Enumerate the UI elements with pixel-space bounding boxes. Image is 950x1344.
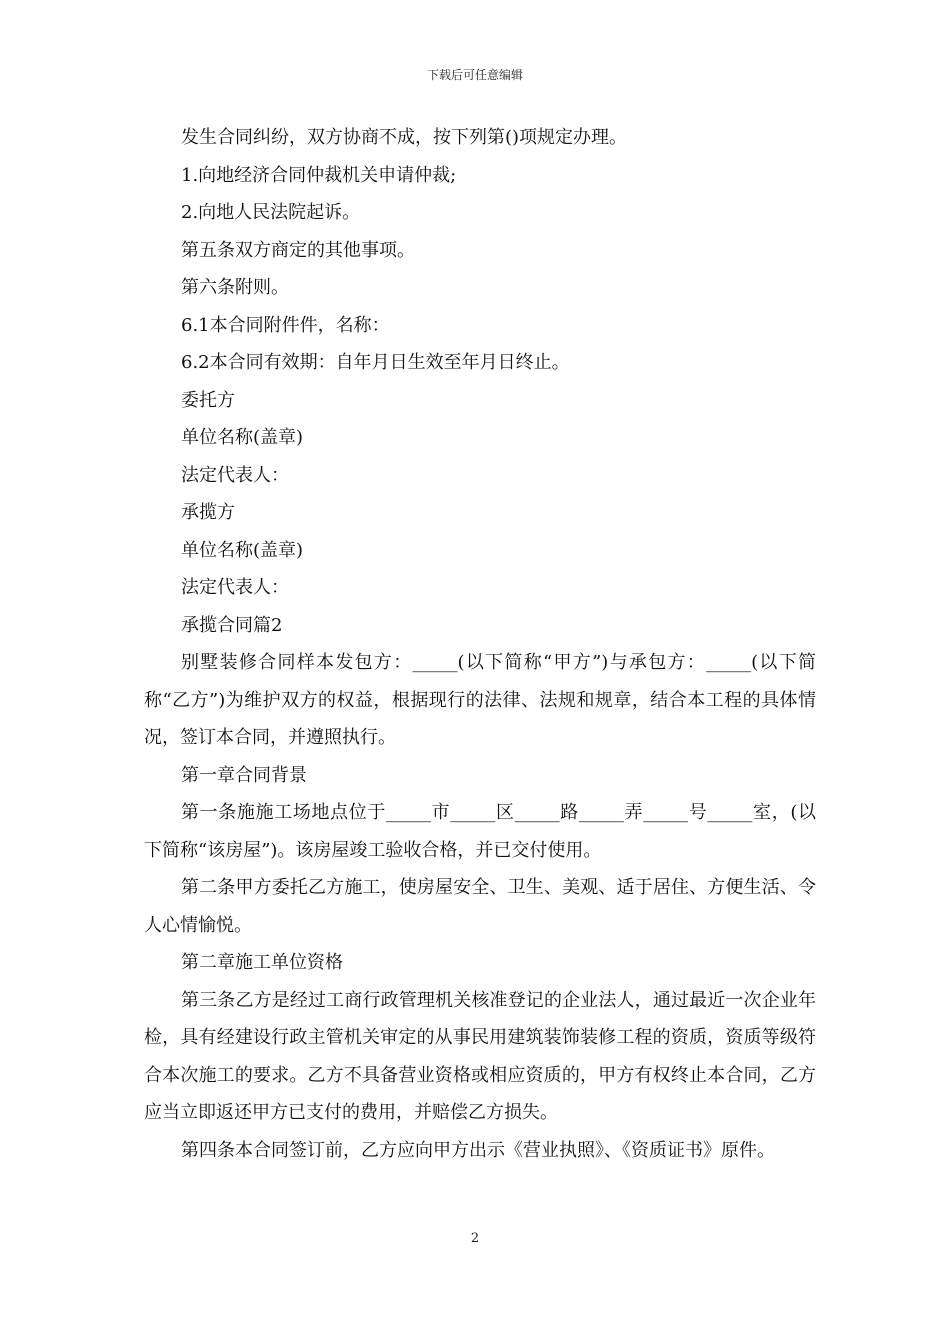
paragraph: 第四条本合同签订前，乙方应向甲方出示《营业执照》、《资质证书》原件。 [181, 1139, 775, 1161]
paragraph: 单位名称(盖章) [181, 539, 304, 561]
paragraph: 别墅装修合同样本发包方：_____(以下简称“甲方”)与承包方：_____(以下简称“乙方”)为维护双方的权益，根据现行的法律、法规和规章，结合本工程的具体情况，签订本合同，并遵照执行。 [144, 652, 816, 748]
paragraph: 法定代表人： [181, 577, 289, 598]
paragraph: 第一章合同背景 [181, 764, 307, 786]
page-number: 2 [470, 1231, 480, 1246]
paragraph: 第六条附则。 [181, 277, 289, 298]
paragraph: 第五条双方商定的其他事项。 [181, 239, 415, 261]
paragraph: 2.向地人民法院起诉。 [181, 202, 361, 223]
paragraph: 第二章施工单位资格 [181, 952, 343, 973]
paragraph: 单位名称(盖章) [181, 427, 304, 448]
paragraph: 第一条施施工场地点位于_____市_____区_____路_____弄_____号_____室，(以下简称“该房屋”)。该房屋竣工验收合格，并已交付使用。 [144, 802, 816, 861]
document-body [144, 119, 816, 1169]
paragraph: 第二条甲方委托乙方施工，使房屋安全、卫生、美观、适于居住、方便生活、令人心情愉悦。 [144, 877, 816, 936]
paragraph: 法定代表人： [181, 464, 289, 486]
paragraph: 承揽合同篇2 [181, 614, 283, 636]
paragraph: 承揽方 [181, 502, 235, 523]
paragraph: 6.1本合同附件件，名称： [181, 314, 390, 336]
paragraph: 6.2本合同有效期：自年月日生效至年月日终止。 [181, 352, 570, 373]
paragraph: 第三条乙方是经过工商行政管理机关核准登记的企业法人，通过最近一次企业年检，具有经建设行政主管机关审定的从事民用建筑装饰装修工程的资质，资质等级符合本次施工的要求。乙方不具备营业资格或相应资质的，甲方有权终止本合同，乙方应当立即返还甲方已支付的费用，并赔偿乙方损失。 [144, 989, 816, 1123]
paragraph: 发生合同纠纷，双方协商不成，按下列第()项规定办理。 [181, 127, 628, 148]
paragraph: 1.向地经济合同仲裁机关申请仲裁; [181, 164, 457, 186]
paragraph: 委托方 [181, 389, 235, 411]
page-header: 下载后可任意编辑 [426, 68, 523, 82]
